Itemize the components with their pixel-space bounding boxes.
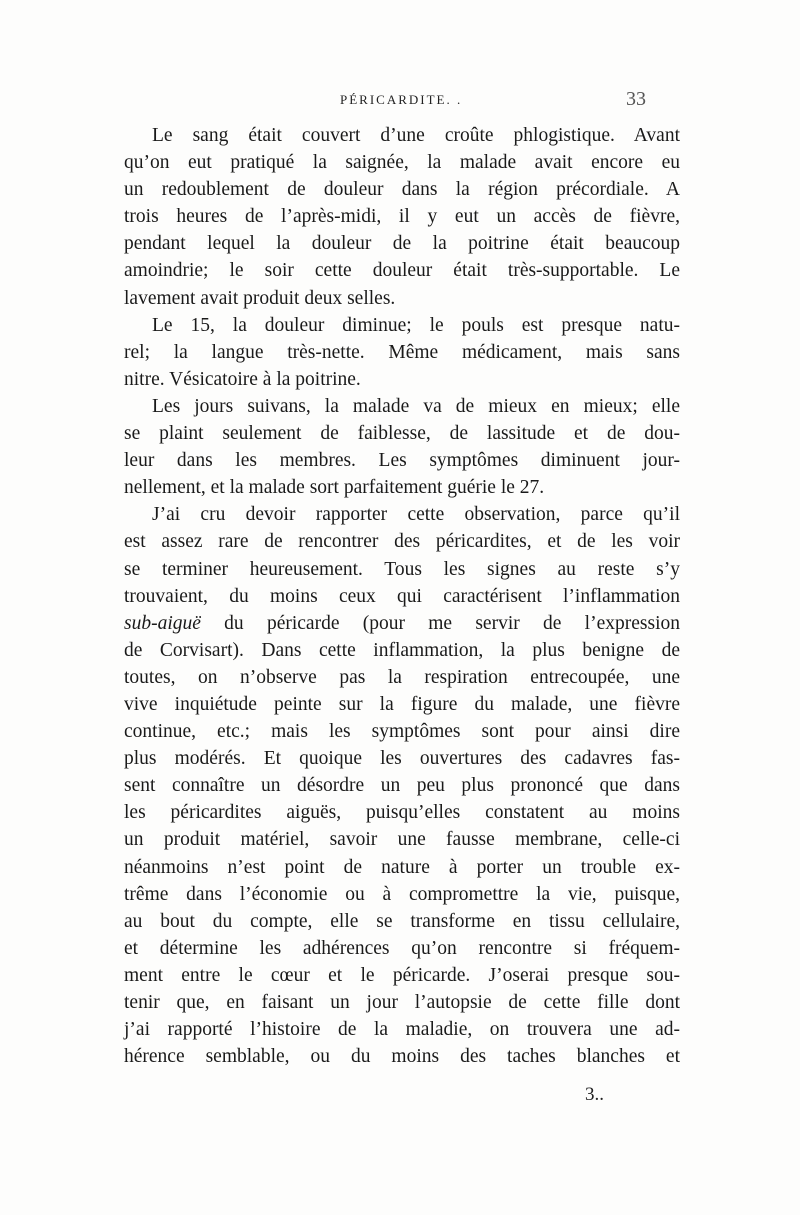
text-line: nellement, et la malade sort parfaitement guérie le 27. <box>124 477 545 499</box>
text-line: ment entre le cœur et le péricarde. J’oserai presque sou- <box>124 964 680 986</box>
text-line: qu’on eut pratiqué la saignée, la malade avait encore eu <box>124 152 680 174</box>
text-line: vive inquiétude peinte sur la figure du malade, une fièvre <box>124 693 680 715</box>
text-line: amoindrie; le soir cette douleur était très-supportable. Le <box>124 260 680 282</box>
text-line: au bout du compte, elle se transforme en tissu cellulaire, <box>124 910 680 932</box>
italic-term: sub-aiguë <box>124 612 201 634</box>
text-line: trouvaient, du moins ceux qui caractérisent l’inflammation <box>124 585 680 607</box>
text-line: continue, etc.; mais les symptômes sont pour ainsi dire <box>124 721 680 743</box>
signature-mark: 3.. <box>585 1084 604 1105</box>
text-line: nitre. Vésicatoire à la poitrine. <box>124 368 361 390</box>
text-line: trême dans l’économie ou à compromettre la vie, puisque, <box>124 883 680 905</box>
body-text <box>124 122 680 1070</box>
text-line: leur dans les membres. Les symptômes diminuent jour- <box>124 450 680 472</box>
text-line <box>124 610 680 637</box>
text-line: se plaint seulement de faiblesse, de lassitude et de dou- <box>124 423 680 445</box>
page-number: 33 <box>626 88 646 110</box>
text-line: un redoublement de douleur dans la région précordiale. A <box>124 179 680 201</box>
text-line: trois heures de l’après-midi, il y eut un accès de fièvre, <box>124 206 680 228</box>
text-line: tenir que, en faisant un jour l’autopsie de cette fille dont <box>124 992 680 1013</box>
running-title: PÉRICARDITE. . <box>340 92 463 107</box>
text-line: et détermine les adhérences qu’on rencontre si fréquem- <box>124 937 680 959</box>
text-line: de Corvisart). Dans cette inflammation, la plus benigne de <box>124 639 680 661</box>
line-rest: du péricarde (pour me servir de l’expression <box>200 612 680 634</box>
text-line: sent connaître un désordre un peu plus prononcé que dans <box>124 775 680 797</box>
text-line: est assez rare de rencontrer des péricardites, et de les voir <box>124 531 680 553</box>
text-line: J’ai cru devoir rapporter cette observation, parce qu’il <box>152 504 680 526</box>
text-line: les péricardites aiguës, puisqu’elles constatent au moins <box>124 802 680 824</box>
text-line: Le 15, la douleur diminue; le pouls est presque natu- <box>152 314 680 336</box>
text-line: toutes, on n’observe pas la respiration entrecoupée, une <box>124 666 680 688</box>
text-line: pendant lequel la douleur de la poitrine était beaucoup <box>124 233 680 255</box>
text-line: Les jours suivans, la malade va de mieux en mieux; elle <box>152 395 680 417</box>
text-line: se terminer heureusement. Tous les signes au reste s’y <box>124 558 680 580</box>
text-line: hérence semblable, ou du moins des taches blanches et <box>124 1046 680 1068</box>
running-head <box>0 88 800 114</box>
text-line: un produit matériel, savoir une fausse membrane, celle-ci <box>124 829 680 851</box>
text-line: rel; la langue très-nette. Même médicament, mais sans <box>124 341 680 363</box>
text-line: néanmoins n’est point de nature à porter un trouble ex- <box>124 856 680 878</box>
text-line: lavement avait produit deux selles. <box>124 287 396 309</box>
text-line: j’ai rapporté l’histoire de la maladie, on trouvera une ad- <box>124 1019 680 1041</box>
text-line: Le sang était couvert d’une croûte phlogistique. Avant <box>152 125 680 146</box>
text-line: plus modérés. Et quoique les ouvertures des cadavres fas- <box>124 748 680 770</box>
